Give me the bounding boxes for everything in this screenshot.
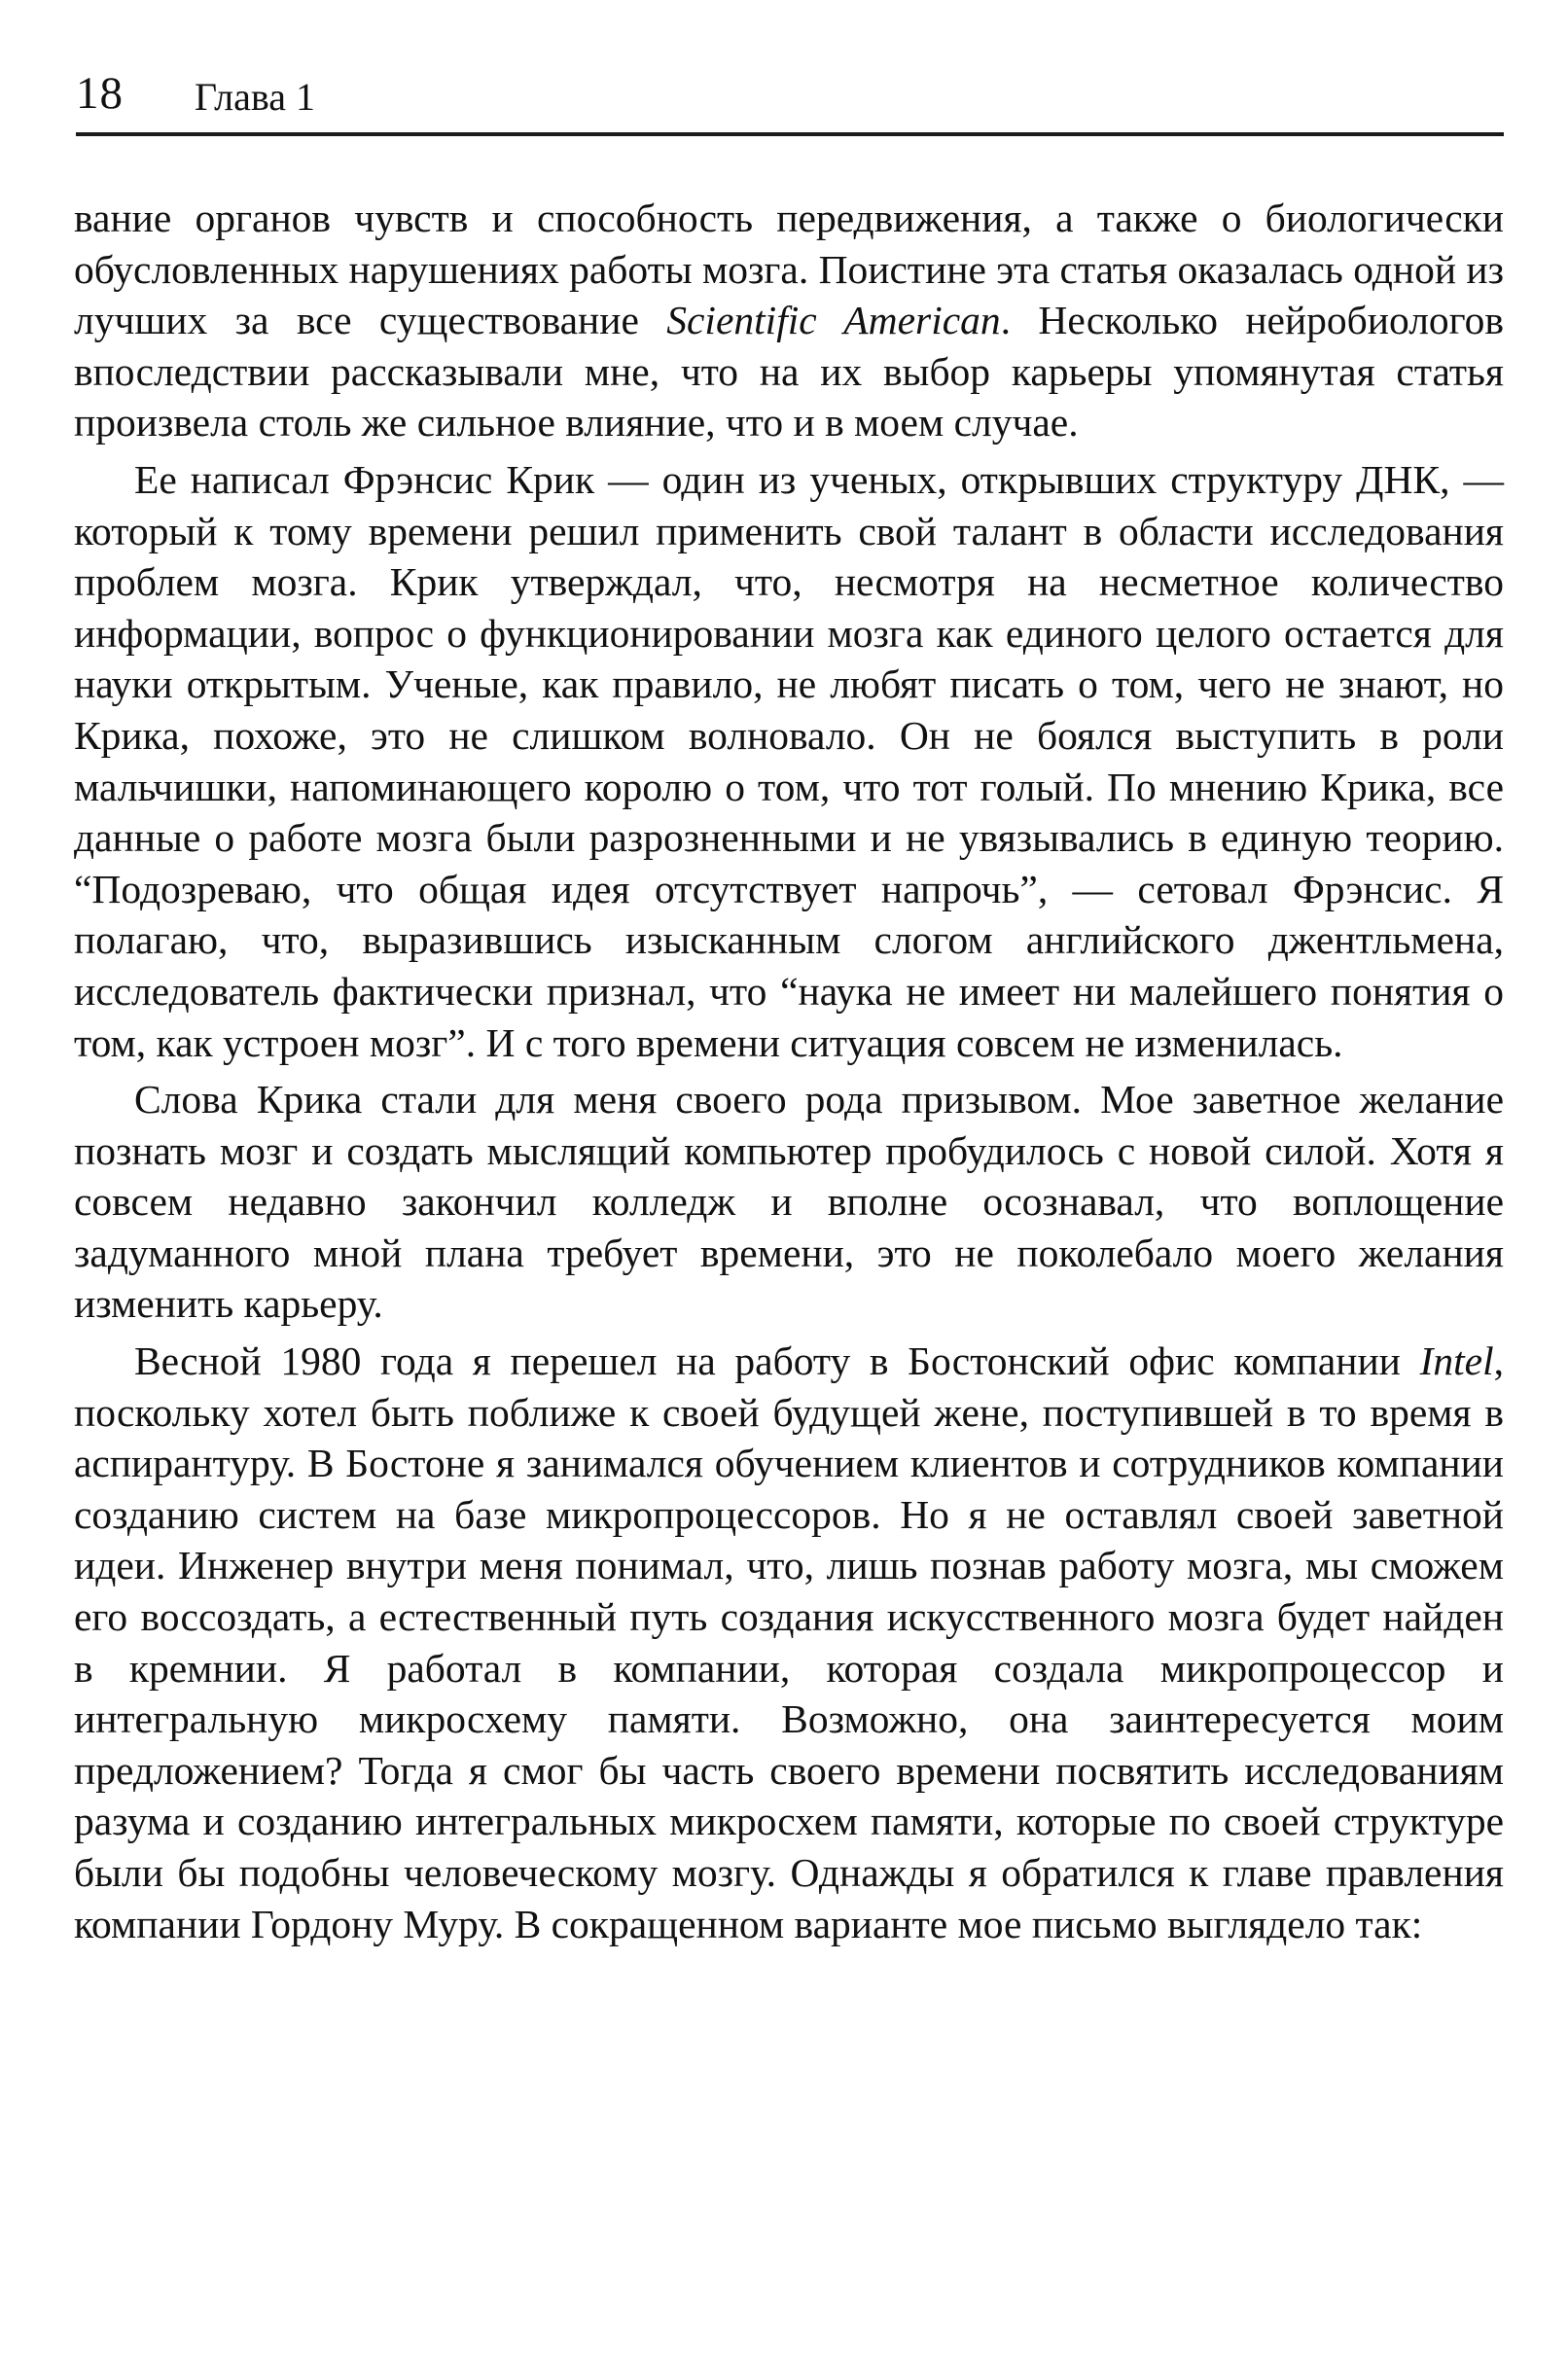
header-rule bbox=[76, 132, 1504, 136]
paragraph-1-text: вание органов чувств и способность передвижения, а также о биологически обусловленных нарушениях работы мозга. Поистине эта статья оказалась одной из лучших за все существование bbox=[74, 196, 1505, 343]
paragraph-1 bbox=[74, 193, 1504, 448]
page-header bbox=[76, 60, 1504, 138]
paragraph-4-italic: Intel bbox=[1419, 1338, 1494, 1384]
chapter-title: Глава 1 bbox=[195, 75, 315, 119]
paragraph-4-text: Весной 1980 года я перешел на работу в Бостонский офис компании bbox=[134, 1338, 1420, 1384]
paragraph-4 bbox=[74, 1336, 1504, 1949]
body-text bbox=[74, 193, 1504, 1955]
paragraph-3-text: Слова Крика стали для меня своего рода призывом. Мое заветное желание познать мозг и создать мыслящий компьютер пробудилось с новой силой. Хотя я совсем недавно закончил колледж и вполне осознавал, что воплощение задуманного мной плана требует времени, это не поколебало моего желания изменить карьеру. bbox=[74, 1077, 1504, 1327]
paragraph-1-tail: . Несколько нейробиологов впоследствии рассказывали мне, что на их выбор карьеры упомянутая статья произвела столь же сильное влияние, что и в моем случае. bbox=[74, 298, 1505, 446]
paragraph-4-tail: , поскольку хотел быть поближе к своей будущей жене, поступившей в то время в аспирантуру. В Бостоне я занимался обучением клиентов и сотрудников компании созданию систем на базе микропроцессоров. Но я не оставлял своей заветной идеи. Инженер внутри меня понимал, что, лишь познав работу мозга, мы сможем его воссоздать, а естественный путь создания искусственного мозга будет найден в кремнии. Я работал в компании, которая создала микропроцессор и интегральную микросхему памяти. Возможно, она заинтересуется моим предложением? Тогда я смог бы часть своего времени посвятить исследованиям разума и созданию интегральных микросхем памяти, которые по своей структуре были бы подобны человеческому мозгу. Однажды я обратился к главе правления компании Гордону Муру. В сокращенном варианте мое письмо выглядело так: bbox=[74, 1338, 1504, 1946]
paragraph-3 bbox=[74, 1074, 1504, 1330]
paragraph-1-italic: Scientific American bbox=[666, 298, 1001, 343]
paragraph-2-text: Ее написал Фрэнсис Крик — один из ученых, открывших структуру ДНК, — который к тому времени решил применить свой талант в области исследования проблем мозга. Крик утверждал, что, несмотря на несметное количество информации, вопрос о функционировании мозга как единого целого остается для науки открытым. Ученые, как правило, не любят писать о том, чего не знают, но Крика, похоже, это не слишком волновало. Он не боялся выступить в роли мальчишки, напоминающего королю о том, что тот голый. По мнению Крика, все данные о работе мозга были разрозненными и не увязывались в единую теорию. “Подозреваю, что общая идея отсутствует напрочь”, — сетовал Фрэнсис. Я полагаю, что, выразившись изысканным слогом английского джентльмена, исследователь фактически признал, что “наука не имеет ни малейшего понятия о том, как устроен мозг”. И с того времени ситуация совсем не изменилась. bbox=[74, 456, 1504, 1065]
page-number: 18 bbox=[76, 68, 124, 119]
paragraph-2 bbox=[74, 454, 1504, 1068]
